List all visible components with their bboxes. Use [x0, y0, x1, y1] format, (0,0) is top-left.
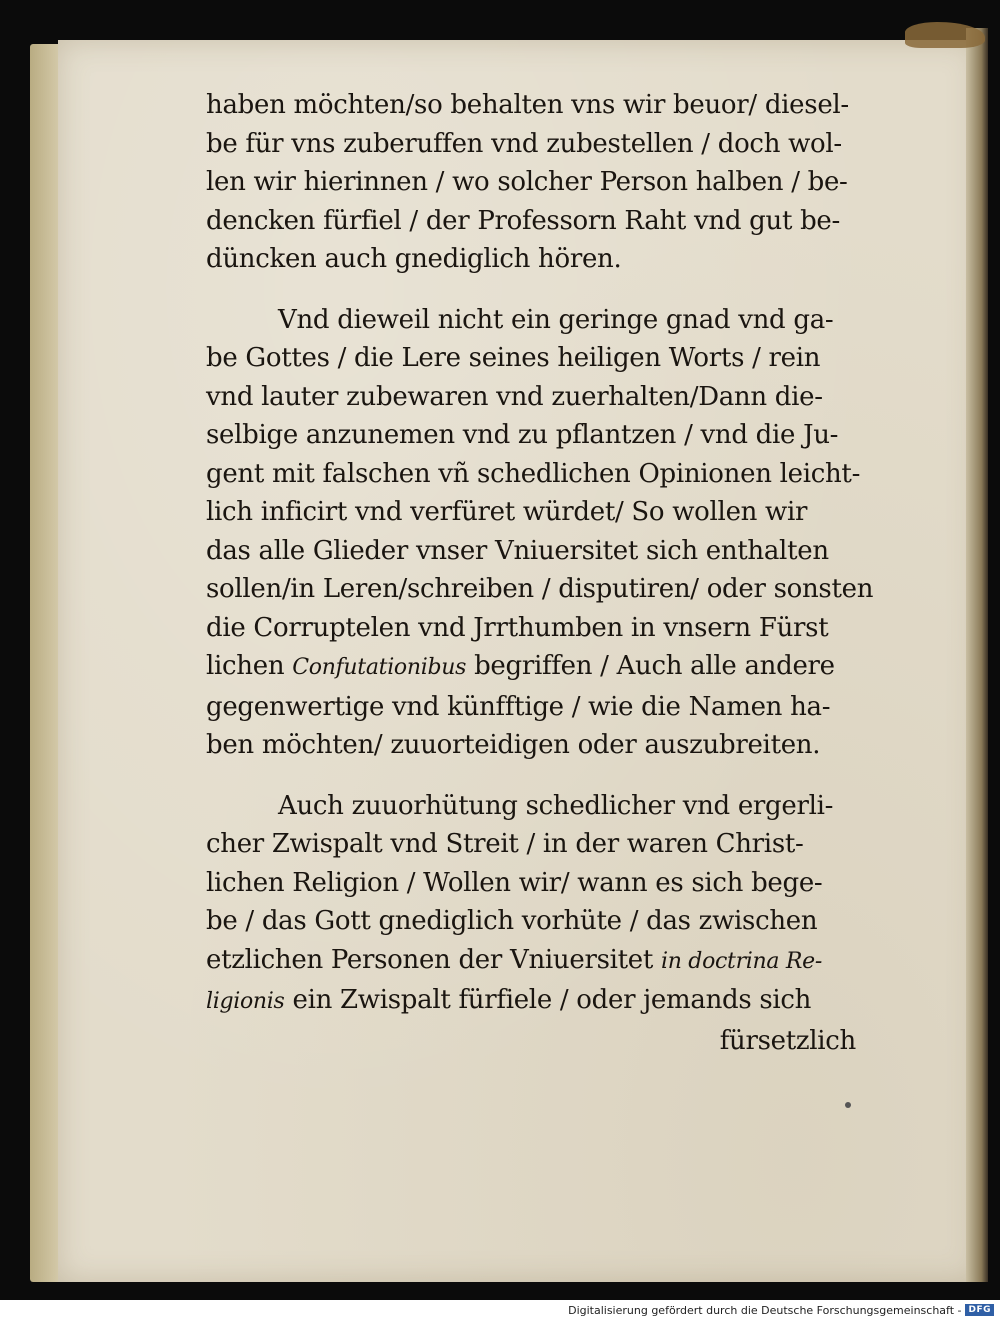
- text-line: Auch zuuorhütung schedlicher vnd ergerli-: [278, 790, 834, 821]
- text-line: cher Zwispalt vnd Streit / in der waren Christ-: [206, 829, 804, 859]
- text-line: haben möchten/so behalten vns wir beuor/ diesel-: [206, 90, 849, 120]
- text-line: das alle Glieder vnser Vniuersitet sich enthalten: [206, 535, 829, 566]
- text-line: sollen/in Leren/schreiben / disputiren/ oder sonsten: [206, 574, 874, 604]
- text-run: begriffen / Auch alle andere: [466, 651, 835, 681]
- corner-stain: [905, 22, 985, 48]
- text-line: lich inficirt vnd verfüret würdet/ So wollen wir: [206, 497, 808, 527]
- text-line: selbige anzunemen vnd zu pflantzen / vnd die Ju-: [206, 420, 839, 450]
- text-run: etzlichen Personen der Vniuersitet: [206, 944, 661, 975]
- text-line: be für vns zuberuffen vnd zubestellen / doch wol-: [206, 128, 842, 159]
- text-line: lichen Religion / Wollen wir/ wann es sich bege-: [206, 867, 823, 898]
- text-line: be Gottes / die Lere seines heiligen Worts / rein: [206, 343, 821, 373]
- digitization-footer: [0, 1300, 1000, 1320]
- text-line: gegenwertige vnd künfftige / wie die Namen ha-: [206, 691, 831, 722]
- page-edge-right: [966, 28, 988, 1282]
- text-line: vnd lauter zubewaren vnd zuerhalten/Dann die-: [206, 381, 823, 412]
- footer-credit-text: Digitalisierung gefördert durch die Deutsche Forschungsgemeinschaft -: [568, 1303, 962, 1317]
- text-line: len wir hierinnen / wo solcher Person halben / be-: [206, 167, 848, 197]
- latin-italic-run: ligionis: [206, 989, 285, 1014]
- text-line: Vnd dieweil nicht ein geringe gnad vnd ga-: [278, 304, 834, 335]
- text-line: ben möchten/ zuuorteidigen oder auszubreiten.: [206, 730, 821, 760]
- ink-dot: [845, 1102, 851, 1108]
- text-run: lichen: [206, 651, 293, 681]
- latin-italic-run: Confutationibus: [292, 655, 467, 680]
- catchword: fürsetzlich: [719, 1025, 856, 1056]
- paragraph-3: [206, 787, 856, 1061]
- page-text: [206, 86, 874, 1060]
- text-line: dencken fürfiel / der Professorn Raht vnd gut be-: [206, 205, 840, 236]
- text-line: düncken auch gnediglich hören.: [206, 244, 622, 274]
- latin-italic-run: in doctrina Re-: [660, 948, 823, 974]
- text-line: [206, 941, 856, 982]
- text-run: ein Zwispalt fürfiele / oder jemands sich: [284, 985, 812, 1015]
- paragraph-gap: [206, 279, 856, 301]
- text-line: die Corruptelen vnd Jrrthumben in vnsern Fürst: [206, 612, 829, 643]
- text-line: [206, 981, 856, 1022]
- dfg-logo-icon: DFG: [965, 1304, 994, 1316]
- paragraph-gap: [206, 765, 856, 787]
- text-line: gent mit falschen vñ schedlichen Opinionen leicht-: [206, 458, 861, 489]
- text-line: [206, 647, 856, 688]
- paragraph-1: [206, 86, 856, 279]
- text-line: be / das Gott gnediglich vorhüte / das zwischen: [206, 906, 818, 936]
- paragraph-2: [206, 301, 874, 765]
